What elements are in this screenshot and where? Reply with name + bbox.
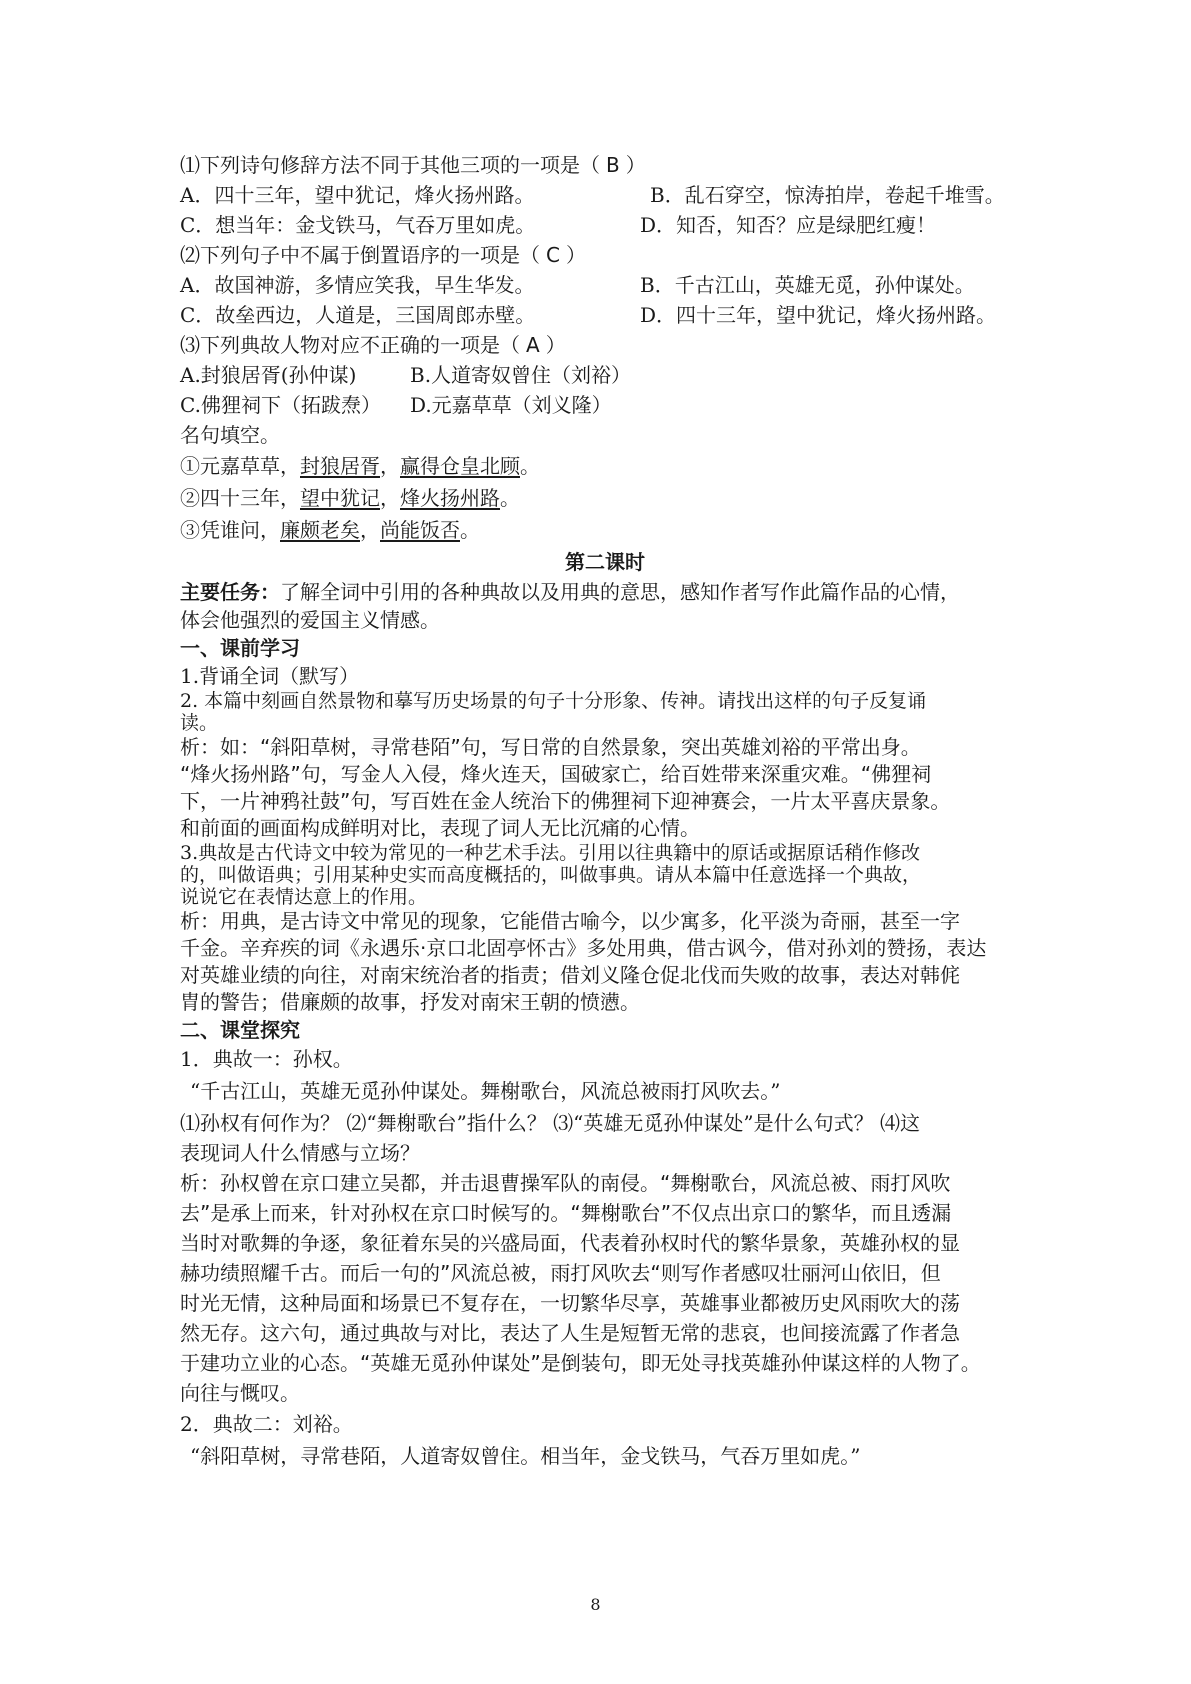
option-b: B．乱石穿空，惊涛拍岸，卷起千堆雪。	[650, 183, 1005, 207]
item-1: 1.背诵全词（默写）	[180, 664, 360, 688]
question-1-options-cd	[180, 210, 1030, 240]
question-2-options-ab	[180, 270, 1030, 300]
question-2-stem: ⑵下列句子中不属于倒置语序的一项是（ C ）	[180, 243, 586, 267]
option-c: C．故垒西边，人道是，三国周郎赤壁。	[180, 303, 536, 327]
allusion-1-questions: ⑴孙权有何作为？ ⑵“舞榭歌台”指什么？ ⑶“英雄无觅孙仲谋处”是什么句式？ ⑷这 表现词人什么情感与立场？	[180, 1111, 920, 1165]
fill-answer: 廉颇老矣	[280, 518, 360, 542]
fill-item-3: ③凭谁问，廉颇老矣，尚能饭否。	[180, 518, 480, 542]
question-1-answer: B	[606, 153, 620, 177]
fill-item-2: ②四十三年，望中犹记，烽火扬州路。	[180, 486, 520, 510]
fill-answer: 望中犹记	[300, 486, 380, 510]
document-page	[180, 150, 1030, 1472]
analysis-3: 析：孙权曾在京口建立吴都，并击退曹操军队的南侵。“舞榭歌台，风流总被、雨打风吹 去”是承上而来，针对孙权在京口时候写的。“舞榭歌台”不仅点出京口的繁华，而且透漏 当时对歌舞的争逐，象征着东吴的兴盛局面，代表着孙权时代的繁华景象，英雄孙权的显 赫功绩照耀千古。而后一句的”风流总被，雨打风吹去“则写作者感叹壮丽河山依旧，但 时光无情，这种局面和场景已不复存在，一切繁华尽享，英雄事业都被历史风雨吹大的荡 然无存。这六句，通过典故与对比，表达了人生是短暂无常的悲哀，也间接流露了作者急 于建功立业的心态。“英雄无觅孙仲谋处”是倒装句，即无处寻找英雄孙仲谋这样的人物了。 向往与慨叹。	[180, 1171, 981, 1405]
option-c: C．想当年：金戈铁马，气吞万里如虎。	[180, 213, 536, 237]
option-b: B．千古江山，英雄无觅，孙仲谋处。	[640, 273, 975, 297]
allusion-1-quote: “千古江山，英雄无觅孙仲谋处。舞榭歌台，风流总被雨打风吹去。”	[190, 1079, 781, 1103]
question-1-options-ab	[180, 180, 1030, 210]
fill-answer: 尚能饭否	[380, 518, 460, 542]
item-3: 3.典故是古代诗文中较为常见的一种艺术手法。引用以往典籍中的原话或据原话稍作修改 的，叫做语典；引用某种史实而高度概括的，叫做事典。请从本篇中任意选择一个典故， 说说它在表情达意上的作用。	[180, 842, 922, 908]
fill-answer: 赢得仓皇北顾	[400, 454, 520, 478]
allusion-2-quote: “斜阳草树，寻常巷陌，人道寄奴曾住。相当年，金戈铁马，气吞万里如虎。”	[190, 1444, 861, 1468]
option-a: A．四十三年，望中犹记，烽火扬州路。	[180, 183, 535, 207]
option-d: D.元嘉草草（刘义隆）	[410, 393, 612, 417]
main-task: 主要任务：了解全词中引用的各种典故以及用典的意思，感知作者写作此篇作品的心情， 体会他强烈的爱国主义情感。	[180, 580, 960, 632]
lesson-title: 第二课时	[565, 550, 645, 574]
task-label: 主要任务：	[180, 580, 280, 604]
option-a: A．故国神游，多情应笑我，早生华发。	[180, 273, 535, 297]
question-2-answer: C	[546, 243, 560, 267]
option-c: C.佛狸祠下（拓跋焘）	[180, 393, 381, 417]
question-2-options-cd	[180, 300, 1030, 330]
fill-answer: 封狼居胥	[300, 454, 380, 478]
question-3-stem: ⑶下列典故人物对应不正确的一项是（ A ）	[180, 333, 566, 357]
fill-answer: 烽火扬州路	[400, 486, 500, 510]
option-d: D．知否，知否？应是绿肥红瘦！	[640, 213, 937, 237]
question-3-options-ab	[180, 360, 1030, 390]
section-2-title: 二、课堂探究	[180, 1018, 300, 1042]
allusion-2-title: 2．典故二：刘裕。	[180, 1412, 353, 1436]
question-3-options-cd	[180, 390, 1030, 420]
fill-item-1: ①元嘉草草，封狼居胥，赢得仓皇北顾。	[180, 454, 540, 478]
fill-title: 名句填空。	[180, 423, 280, 447]
item-2: 2. 本篇中刻画自然景物和摹写历史场景的句子十分形象、传神。请找出这样的句子反复诵 读。	[180, 690, 927, 734]
allusion-1-title: 1．典故一：孙权。	[180, 1047, 353, 1071]
page-number: 8	[590, 1595, 601, 1614]
analysis-2: 析：用典，是古诗文中常见的现象，它能借古喻今，以少寓多，化平淡为奇丽，甚至一字 千金。辛弃疾的词《永遇乐·京口北固亭怀古》多处用典，借古讽今，借对孙刘的赞扬，表达 对英雄业绩的向往，对南宋统治者的指责；借刘义隆仓促北伐而失败的故事，表达对韩侂 胄的警告；借廉颇的故事，抒发对南宋王朝的愤懑。	[180, 909, 987, 1014]
question-1-stem: ⑴下列诗句修辞方法不同于其他三项的一项是（ B ）	[180, 153, 646, 177]
option-a: A.封狼居胥(孙仲谋)	[180, 363, 357, 387]
section-1-title: 一、课前学习	[180, 636, 300, 660]
question-3-answer: A	[526, 333, 540, 357]
option-b: B.人道寄奴曾住（刘裕）	[410, 363, 632, 387]
analysis-1: 析：如：“斜阳草树，寻常巷陌”句，写日常的自然景象，突出英雄刘裕的平常出身。 “烽火扬州路”句，写金人入侵，烽火连天，国破家亡，给百姓带来深重灾难。“佛狸祠 下，一片神鸦社鼓”句，写百姓在金人统治下的佛狸祠下迎神赛会，一片太平喜庆景象。 和前面的画面构成鲜明对比，表现了词人无比沉痛的心情。	[180, 735, 951, 840]
option-d: D．四十三年，望中犹记，烽火扬州路。	[640, 303, 997, 327]
